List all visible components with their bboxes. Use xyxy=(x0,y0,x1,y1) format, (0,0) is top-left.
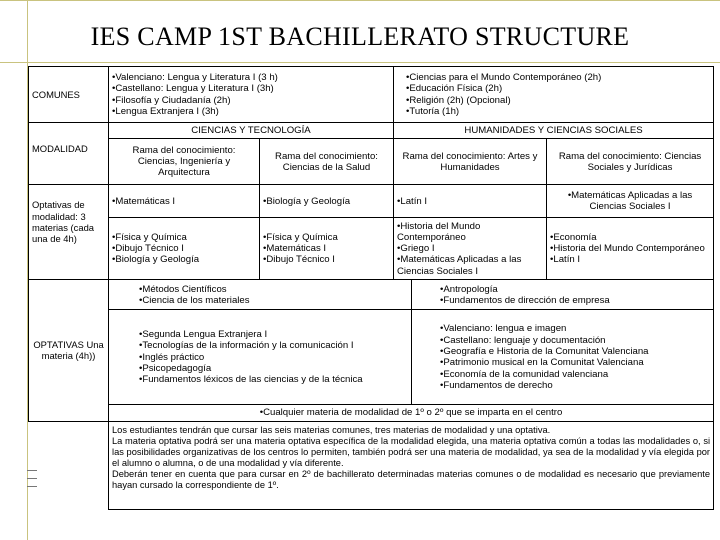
optativas-row-3 xyxy=(29,405,714,421)
list-item: • Economía de la comunidad valenciana xyxy=(440,369,710,380)
any-modalidad-option: • Cualquier materia de modalidad de 1º o 2º que se imparta en el centro xyxy=(109,405,714,421)
rama-ciencias-sociales: Rama del conocimiento: Ciencias Sociales y Jurídicas xyxy=(547,139,714,185)
list-item: • Ciencia de los materiales xyxy=(139,295,408,306)
title-divider-line xyxy=(0,62,720,63)
comunes-right-cell xyxy=(394,67,714,123)
humanidades-optativas-2 xyxy=(412,310,714,405)
list-item: • Ciencias para el Mundo Contemporáneo (2h) xyxy=(406,72,710,83)
list-item: • Segunda Lengua Extranjera I xyxy=(139,329,391,340)
optativas-modalidad-label: Optativas de modalidad: 3 materias (cada una de 4h) xyxy=(29,185,109,280)
optativas-modalidad-row-1 xyxy=(29,185,714,218)
humanidades-optativas-1 xyxy=(412,280,714,310)
list-item: • Biología y Geología xyxy=(112,254,256,265)
list-item: • Latín I xyxy=(550,254,710,265)
comunes-row xyxy=(29,67,714,123)
optativas-row-2 xyxy=(29,310,714,405)
rama-artes-humanidades: Rama del conocimiento: Artes y Humanidades xyxy=(394,139,547,185)
list-item: • Historia del Mundo Contemporáneo xyxy=(550,243,710,254)
list-item: • Física y Química xyxy=(263,232,390,243)
list-item: • Educación Física (2h) xyxy=(406,83,710,94)
list-item: • Patrimonio musical en la Comunitat Valenciana xyxy=(440,357,710,368)
list-item: • Fundamentos de dirección de empresa xyxy=(440,295,710,306)
note-paragraph: La materia optativa podrá ser una materia optativa específica de la modalidad elegida, una materia optativa común a todas las modalidades o, si las posibilidades organizativas de los centros lo permiten, también podrá ser una materia de modalidad, ya sea de la modalidad y vía elegida por el alumno o alumna, o de una modalidad y vía diferente. xyxy=(112,435,711,468)
notes-spacer xyxy=(29,421,109,509)
humanidades-header: HUMANIDADES Y CIENCIAS SOCIALES xyxy=(394,123,714,139)
list-item: • Matemáticas I xyxy=(263,243,390,254)
optativas-modalidad-row-2 xyxy=(29,218,714,280)
list-item: • Dibujo Técnico I xyxy=(112,243,256,254)
list-item: • Historia del Mundo Contemporáneo xyxy=(397,221,543,244)
ciencias-sociales-first-item: • Matemáticas Aplicadas a las Ciencias Sociales I xyxy=(547,185,714,218)
top-border-line xyxy=(0,0,720,1)
page-title: IES CAMP 1ST BACHILLERATO STRUCTURE xyxy=(90,22,630,51)
list-item: • Psicopedagogía xyxy=(139,363,391,374)
optativas-label: OPTATIVAS Una materia (4h)) xyxy=(29,280,109,421)
structure-table xyxy=(28,66,714,510)
list-item: • Fundamentos léxicos de las ciencias y de la técnica xyxy=(139,374,391,385)
ciencias-header: CIENCIAS Y TECNOLOGÍA xyxy=(109,123,394,139)
section-header-row xyxy=(29,123,714,139)
ciencias-ingenieria-first-item: • Matemáticas I xyxy=(109,185,260,218)
ciencias-salud-first-item: • Biología y Geología xyxy=(260,185,394,218)
artes-humanidades-first-item: • Latín I xyxy=(394,185,547,218)
list-item: • Métodos Científicos xyxy=(139,284,408,295)
list-item: • Valenciano: lengua e imagen xyxy=(440,323,710,334)
list-item: • Valenciano: Lengua y Literatura I (3 h) xyxy=(112,72,390,83)
optativas-row-1 xyxy=(29,280,714,310)
note-paragraph: Deberán tener en cuenta que para cursar en 2º de bachillerato determinadas materias comunes o de modalidad es necesario que previamente hayan cursado la correspondiente de 1º. xyxy=(112,468,711,491)
list-item: • Inglés práctico xyxy=(139,352,391,363)
note-paragraph: Los estudiantes tendrán que cursar las seis materias comunes, tres materias de modalidad y una optativa. xyxy=(112,424,551,435)
notes-cell xyxy=(109,421,714,509)
comunes-left-cell xyxy=(109,67,394,123)
list-item: • Antropología xyxy=(440,284,710,295)
list-item: • Dibujo Técnico I xyxy=(263,254,390,265)
list-item: • Castellano: Lengua y Literatura I (3h) xyxy=(112,83,390,94)
list-item: • Física y Química xyxy=(112,232,256,243)
rama-ciencias-salud: Rama del conocimiento: Ciencias de la Salud xyxy=(260,139,394,185)
list-item: • Filosofía y Ciudadanía (2h) xyxy=(112,95,390,106)
ciencias-salud-items xyxy=(260,218,394,280)
list-item: • Griego I xyxy=(397,243,543,254)
notes-row xyxy=(29,421,714,509)
list-item: • Tecnologías de la información y la comunicación I xyxy=(139,340,391,351)
rama-ciencias-ingenieria: Rama del conocimiento: Ciencias, Ingeniería y Arquitectura xyxy=(109,139,260,185)
list-item: • Tutoría (1h) xyxy=(406,106,710,117)
artes-humanidades-items xyxy=(394,218,547,280)
list-item: • Fundamentos de derecho xyxy=(440,380,710,391)
list-item: • Castellano: lenguaje y documentación xyxy=(440,335,710,346)
list-item: • Geografía e Historia de la Comunitat Valenciana xyxy=(440,346,710,357)
ciencias-optativas-2 xyxy=(109,310,412,405)
list-item: • Religión (2h) (Opcional) xyxy=(406,95,710,106)
comunes-label: COMUNES xyxy=(29,67,109,123)
list-item: • Lengua Extranjera I (3h) xyxy=(112,106,390,117)
ciencias-optativas-1 xyxy=(109,280,412,310)
list-item: • Economía xyxy=(550,232,710,243)
modalidad-label: MODALIDAD xyxy=(29,123,109,185)
list-item: • Matemáticas Aplicadas a las Ciencias Sociales I xyxy=(397,254,543,277)
ramas-row xyxy=(29,139,714,185)
ciencias-sociales-items xyxy=(547,218,714,280)
ciencias-ingenieria-items xyxy=(109,218,260,280)
